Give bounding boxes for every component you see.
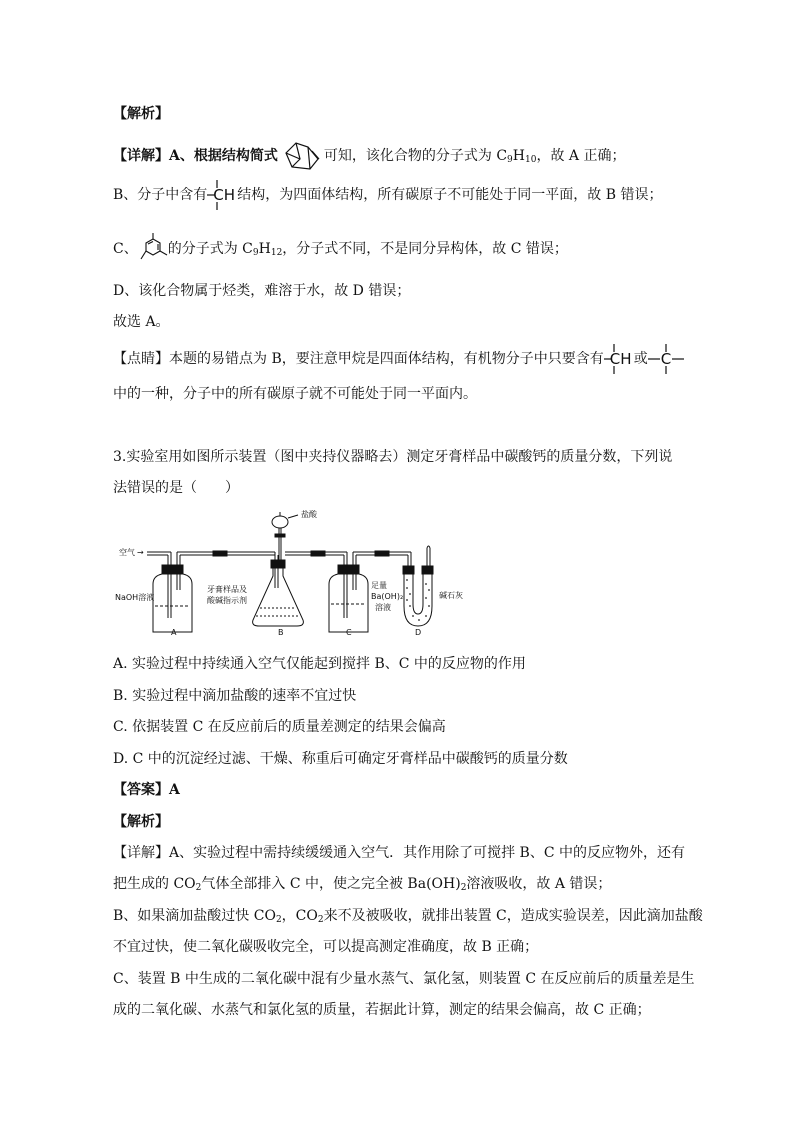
quaternary-carbon-structure-icon: C <box>660 350 672 368</box>
detail-a-post: 可知，该化合物的分子式为 $C_9H_{10}$，故 A 正确； <box>323 148 626 165</box>
analysis-heading: 【解析】 <box>113 106 169 122</box>
excess-label: 足量 <box>371 581 387 590</box>
ch-methine-structure-icon-2: CH <box>609 350 632 368</box>
sample-label-1: 牙膏样品及 <box>207 585 247 594</box>
analysis-heading-2: 【解析】 <box>113 814 169 830</box>
option-a: A. 实验过程中持续通入空气仅能起到搅拌 B、C 中的反应物的作用 <box>113 656 526 672</box>
q3-detail-line-6: 成的二氧化碳、水蒸气和氯化氢的质量，若据此计算，测定的结果会偏高，故 C 正确； <box>113 1002 651 1018</box>
sample-label-2: 酸碱指示剂 <box>207 596 247 605</box>
air-label: 空气 <box>119 548 135 557</box>
label-a: A <box>171 628 177 637</box>
question-3-stem-2: 法错误的是（ ） <box>113 480 239 496</box>
option-d: D. C 中的沉淀经过滤、干燥、称重后可确定牙膏样品中碳酸钙的质量分数 <box>113 751 568 767</box>
apparatus-figure <box>113 508 473 638</box>
key-point-line-2: 中的一种，分子中的所有碳原子就不可能处于同一平面内。 <box>113 386 477 402</box>
solution-label: 溶液 <box>375 603 391 612</box>
norbornadiene-structure-icon <box>278 139 324 173</box>
question-3-stem-1: 3.实验室用如图所示装置（图中夹持仪器略去）测定牙膏样品中碳酸钙的质量分数，下列说 <box>113 449 673 465</box>
label-d: D <box>415 628 422 637</box>
hcl-label: 盐酸 <box>301 510 317 519</box>
q3-detail-line-3: B、如果滴加盐酸过快 $CO_2$，$CO_2$来不及被吸收，就排出装置 C，造成实验误差，因此滴加盐酸 <box>113 908 703 925</box>
detail-a-line <box>113 139 625 173</box>
q3-detail-line-1: 【详解】A、实验过程中需持续缓缓通入空气．其作用除了可搅拌 B、C 中的反应物外，还有 <box>113 845 686 861</box>
label-b: B <box>278 628 284 637</box>
label-c: C <box>346 628 352 637</box>
ch-methine-structure-icon: CH <box>213 186 236 204</box>
soda-lime-label: 碱石灰 <box>439 591 463 600</box>
choose-line: 故选 A。 <box>113 314 170 330</box>
detail-b-line: B、分子中含有 CH 结构，为四面体结构，所有碳原子不可能处于同一平面，故 B 错误； <box>113 180 662 210</box>
detail-d-line: D、该化合物属于烃类，难溶于水，故 D 错误； <box>113 283 411 299</box>
naoh-label: NaOH溶液 <box>115 593 155 602</box>
detail-a-pre: 【详解】A、根据结构简式 <box>113 148 278 164</box>
q3-detail-line-2: 把生成的 $CO_2$气体全部排入 C 中，使之完全被 $Ba(OH)_2$溶液吸收，故 A 错误； <box>113 876 612 893</box>
q3-detail-line-4: 不宜过快，使二氧化碳吸收完全，可以提高测定准确度，故 B 正确； <box>113 939 539 955</box>
q3-detail-line-5: C、装置 B 中生成的二氧化碳中混有少量水蒸气、氯化氢，则装置 C 在反应前后的质量差是生 <box>113 971 695 987</box>
key-point-line: 【点睛】本题的易错点为 B，要注意甲烷是四面体结构，有机物分子中只要含有 CH 或 C <box>113 344 684 374</box>
option-c: C. 依据装置 C 在反应前后的质量差测定的结果会偏高 <box>113 719 446 735</box>
air-arrow-icon: → <box>137 548 144 557</box>
option-b: B. 实验过程中滴加盐酸的速率不宜过快 <box>113 688 357 704</box>
trimethylbenzene-structure-icon <box>138 232 168 266</box>
answer: 【答案】A <box>113 782 180 798</box>
baoh2-label: Ba(OH)₂ <box>371 592 404 601</box>
detail-c-line: C、 的分子式为 $C_9H_{12}$，分子式不同，不是同分异构体，故 C 错误； <box>113 232 568 266</box>
